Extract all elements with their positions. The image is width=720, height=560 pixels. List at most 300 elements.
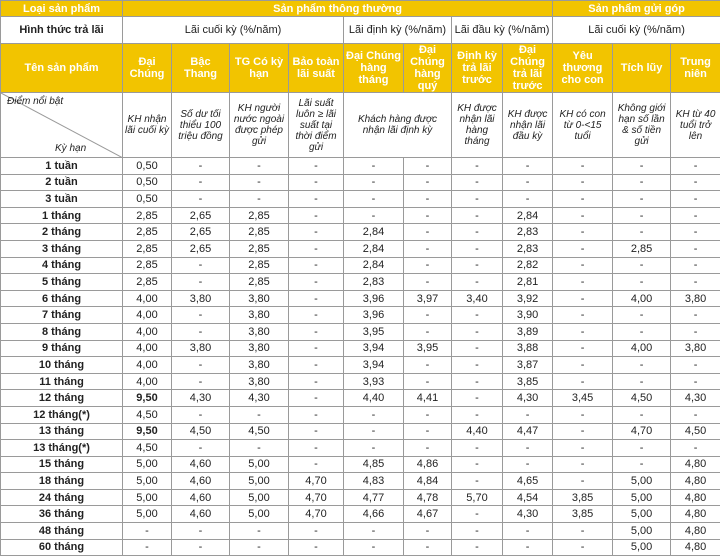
rate-cell: - — [613, 440, 671, 457]
term-cell: 12 tháng(*) — [1, 406, 123, 423]
rate-cell: 4,30 — [172, 390, 230, 407]
rate-cell: 3,92 — [503, 290, 553, 307]
product-name-header: Bậc Thang — [172, 44, 230, 93]
rate-cell: - — [553, 274, 613, 291]
term-cell: 10 tháng — [1, 357, 123, 374]
rate-cell: - — [123, 523, 172, 540]
rate-cell: - — [404, 373, 452, 390]
term-cell: 24 tháng — [1, 489, 123, 506]
rate-cell: - — [344, 523, 404, 540]
rate-cell: - — [289, 357, 344, 374]
rate-cell: - — [452, 357, 503, 374]
rate-cell: - — [452, 373, 503, 390]
rate-cell: 2,85 — [230, 207, 289, 224]
product-name-header: Đại Chúng hàng tháng — [344, 44, 404, 93]
rate-cell: 0,50 — [123, 158, 172, 175]
rate-cell: - — [172, 539, 230, 556]
rate-cell: 3,96 — [344, 290, 404, 307]
rate-cell: 3,80 — [671, 290, 720, 307]
table-row — [1, 240, 720, 257]
rate-cell: - — [230, 440, 289, 457]
product-name-header: Định kỳ trả lãi trước — [452, 44, 503, 93]
rate-cell: - — [344, 207, 404, 224]
rate-cell: 4,50 — [172, 423, 230, 440]
rate-cell: 4,00 — [613, 290, 671, 307]
rate-cell: - — [553, 373, 613, 390]
rate-cell: - — [613, 406, 671, 423]
rate-cell: - — [289, 340, 344, 357]
product-name-header: Đại Chúng — [123, 44, 172, 93]
rate-cell: 4,00 — [613, 340, 671, 357]
rate-cell: - — [452, 207, 503, 224]
rate-cell: - — [172, 440, 230, 457]
rate-cell: 2,85 — [123, 207, 172, 224]
rate-cell: 4,60 — [172, 506, 230, 523]
table-row — [1, 489, 720, 506]
rate-cell: 4,78 — [404, 489, 452, 506]
table-row — [1, 539, 720, 556]
rate-cell: - — [553, 257, 613, 274]
rate-cell: - — [452, 191, 503, 208]
product-name-header: Đại Chúng hàng quý — [404, 44, 452, 93]
rate-cell: 4,80 — [671, 473, 720, 490]
rate-cell: - — [404, 274, 452, 291]
highlight-yeu-thuong: KH có con từ 0-<15 tuổi — [553, 93, 613, 158]
rate-cell: - — [553, 307, 613, 324]
rate-cell: 4,50 — [123, 440, 172, 457]
rate-cell: 3,96 — [344, 307, 404, 324]
header-end-term: Lãi cuối kỳ (%/năm) — [123, 17, 344, 44]
rate-cell: - — [671, 224, 720, 241]
rate-cell: 5,00 — [230, 473, 289, 490]
rate-cell: - — [452, 340, 503, 357]
rate-cell: 2,85 — [230, 257, 289, 274]
rate-cell: - — [452, 440, 503, 457]
term-cell: 2 tháng — [1, 224, 123, 241]
rate-cell: 5,00 — [613, 506, 671, 523]
rate-cell: - — [404, 307, 452, 324]
rate-cell: - — [553, 207, 613, 224]
rate-cell: - — [289, 174, 344, 191]
rate-cell: - — [503, 158, 553, 175]
term-label: Kỳ hạn — [55, 143, 87, 154]
rate-cell: 5,00 — [613, 539, 671, 556]
term-cell: 9 tháng — [1, 340, 123, 357]
table-row — [1, 207, 720, 224]
table-row — [1, 307, 720, 324]
rate-cell: 4,00 — [123, 323, 172, 340]
rate-cell: - — [613, 357, 671, 374]
table-row — [1, 257, 720, 274]
rate-cell: - — [230, 158, 289, 175]
rate-cell: - — [553, 473, 613, 490]
rate-cell: - — [404, 191, 452, 208]
rate-cell: - — [172, 523, 230, 540]
rate-cell: - — [289, 423, 344, 440]
term-cell: 13 tháng(*) — [1, 440, 123, 457]
rate-cell: 5,00 — [123, 473, 172, 490]
rate-cell: - — [613, 207, 671, 224]
rate-cell: 0,50 — [123, 174, 172, 191]
rate-cell: 2,65 — [172, 240, 230, 257]
rate-cell: 3,40 — [452, 290, 503, 307]
rate-cell: - — [503, 406, 553, 423]
rate-cell: - — [404, 323, 452, 340]
rate-cell: 5,00 — [613, 489, 671, 506]
term-cell: 36 tháng — [1, 506, 123, 523]
rate-cell: 9,50 — [123, 423, 172, 440]
header-periodic: Lãi định kỳ (%/năm) — [344, 17, 452, 44]
rate-cell: 2,84 — [344, 257, 404, 274]
rate-cell: - — [404, 257, 452, 274]
rate-cell: - — [404, 423, 452, 440]
rate-cell: 3,80 — [230, 373, 289, 390]
table-row — [1, 406, 720, 423]
rate-cell: 4,86 — [404, 456, 452, 473]
rate-cell: 3,90 — [503, 307, 553, 324]
rate-cell: - — [289, 207, 344, 224]
rate-cell: 4,50 — [230, 423, 289, 440]
rate-cell: - — [230, 523, 289, 540]
rate-cell: - — [553, 523, 613, 540]
rate-cell: 2,83 — [503, 240, 553, 257]
rate-cell: - — [172, 158, 230, 175]
rate-cell: - — [172, 174, 230, 191]
highlight-tich-luy: Không giới hạn số lần & số tiền gửi — [613, 93, 671, 158]
rate-cell: 4,47 — [503, 423, 553, 440]
term-cell: 2 tuần — [1, 174, 123, 191]
rate-cell: 3,95 — [344, 323, 404, 340]
rate-cell: - — [404, 240, 452, 257]
rate-cell: - — [503, 456, 553, 473]
rate-cell: - — [289, 257, 344, 274]
table-row — [1, 158, 720, 175]
rate-cell: - — [613, 307, 671, 324]
term-cell: 1 tuần — [1, 158, 123, 175]
rate-cell: 3,89 — [503, 323, 553, 340]
term-cell: 4 tháng — [1, 257, 123, 274]
rate-cell: 2,83 — [344, 274, 404, 291]
rate-cell: 5,00 — [123, 506, 172, 523]
rate-cell: 3,80 — [230, 357, 289, 374]
rate-cell: - — [172, 191, 230, 208]
term-cell: 8 tháng — [1, 323, 123, 340]
rate-cell: - — [553, 440, 613, 457]
rate-cell: - — [671, 207, 720, 224]
rate-cell: - — [289, 191, 344, 208]
rate-cell: - — [452, 174, 503, 191]
rate-cell: 2,84 — [344, 240, 404, 257]
table-row — [1, 290, 720, 307]
highlight-label: Điểm nổi bật — [7, 96, 64, 107]
rate-cell: 4,80 — [671, 456, 720, 473]
rate-cell: 4,30 — [503, 390, 553, 407]
table-row — [1, 174, 720, 191]
rate-cell: - — [172, 406, 230, 423]
rate-cell: - — [553, 539, 613, 556]
term-cell: 3 tháng — [1, 240, 123, 257]
rate-cell: - — [671, 406, 720, 423]
rate-cell: - — [452, 224, 503, 241]
table-row — [1, 191, 720, 208]
rate-cell: - — [404, 440, 452, 457]
rate-cell: - — [671, 307, 720, 324]
rate-cell: 4,80 — [671, 489, 720, 506]
rate-cell: 4,00 — [123, 307, 172, 324]
rate-cell: 4,50 — [613, 390, 671, 407]
rate-cell: - — [230, 539, 289, 556]
rate-cell: - — [289, 323, 344, 340]
rate-cell: - — [452, 506, 503, 523]
rate-cell: 3,80 — [230, 290, 289, 307]
table-row — [1, 423, 720, 440]
term-cell: 18 tháng — [1, 473, 123, 490]
rate-cell: 4,70 — [289, 489, 344, 506]
highlight-bac-thang: Số dư tối thiểu 100 triệu đồng — [172, 93, 230, 158]
table-row — [1, 274, 720, 291]
table-row — [1, 224, 720, 241]
rate-cell: 4,54 — [503, 489, 553, 506]
header-payment-method: Hình thức trả lãi — [1, 17, 123, 44]
rate-cell: - — [452, 406, 503, 423]
rate-cell: 4,66 — [344, 506, 404, 523]
rate-cell: - — [289, 158, 344, 175]
rate-cell: 5,00 — [230, 456, 289, 473]
rate-cell: - — [404, 539, 452, 556]
rate-cell: 4,00 — [123, 373, 172, 390]
rate-cell: 5,00 — [613, 473, 671, 490]
rate-cell: 3,85 — [503, 373, 553, 390]
rate-cell: 2,85 — [230, 240, 289, 257]
rate-cell: - — [452, 523, 503, 540]
rate-cell: 3,80 — [671, 340, 720, 357]
highlight-periodic: Khách hàng được nhận lãi định kỳ — [344, 93, 452, 158]
term-cell: 1 tháng — [1, 207, 123, 224]
table-row — [1, 340, 720, 357]
product-name-header: Yêu thương cho con — [553, 44, 613, 93]
rate-cell: 4,84 — [404, 473, 452, 490]
term-cell: 60 tháng — [1, 539, 123, 556]
rate-cell: 4,67 — [404, 506, 452, 523]
rate-cell: - — [613, 174, 671, 191]
rate-cell: - — [452, 539, 503, 556]
rate-cell: 4,60 — [172, 489, 230, 506]
term-cell: 12 tháng — [1, 390, 123, 407]
rate-cell: - — [613, 373, 671, 390]
rate-cell: - — [671, 323, 720, 340]
rate-cell: 5,00 — [613, 523, 671, 540]
rate-cell: - — [452, 307, 503, 324]
rate-cell: - — [289, 307, 344, 324]
rate-cell: - — [230, 174, 289, 191]
rate-cell: - — [553, 456, 613, 473]
highlight-term-corner — [1, 93, 123, 158]
rate-cell: 4,60 — [172, 456, 230, 473]
rate-cell: - — [671, 240, 720, 257]
rate-cell: 2,65 — [172, 207, 230, 224]
rate-cell: 4,00 — [123, 357, 172, 374]
rate-cell: 3,45 — [553, 390, 613, 407]
rate-cell: - — [503, 174, 553, 191]
rate-cell: - — [671, 357, 720, 374]
rate-cell: - — [289, 406, 344, 423]
rate-cell: - — [503, 440, 553, 457]
rate-cell: 4,70 — [289, 473, 344, 490]
table-row — [1, 440, 720, 457]
rate-cell: - — [344, 440, 404, 457]
rate-cell: - — [172, 257, 230, 274]
rate-cell: 4,30 — [503, 506, 553, 523]
rate-cell: - — [230, 191, 289, 208]
rate-cell: - — [613, 274, 671, 291]
rate-cell: 5,00 — [230, 506, 289, 523]
rate-cell: - — [452, 473, 503, 490]
term-cell: 13 tháng — [1, 423, 123, 440]
rate-cell: - — [452, 390, 503, 407]
highlight-bao-toan: Lãi suất luôn ≥ lãi suất tại thời điểm gửi — [289, 93, 344, 158]
header-product-type: Loại sản phẩm — [1, 1, 123, 17]
rate-cell: - — [404, 357, 452, 374]
rate-cell: 2,85 — [123, 257, 172, 274]
rate-cell: 5,00 — [123, 456, 172, 473]
rate-cell: 4,83 — [344, 473, 404, 490]
rate-cell: 5,00 — [230, 489, 289, 506]
rate-cell: 3,85 — [553, 506, 613, 523]
rate-cell: 4,40 — [452, 423, 503, 440]
rate-cell: 3,80 — [230, 340, 289, 357]
rate-cell: - — [123, 539, 172, 556]
rate-cell: 2,85 — [123, 274, 172, 291]
table-row — [1, 456, 720, 473]
rate-cell: - — [613, 323, 671, 340]
rate-cell: 3,95 — [404, 340, 452, 357]
rate-cell: 4,77 — [344, 489, 404, 506]
rate-cell: 4,50 — [123, 406, 172, 423]
table-row — [1, 506, 720, 523]
rate-cell: 2,81 — [503, 274, 553, 291]
rate-cell: 2,83 — [503, 224, 553, 241]
rate-cell: - — [671, 274, 720, 291]
rate-cell: 4,50 — [671, 423, 720, 440]
rate-cell: - — [172, 357, 230, 374]
rate-cell: - — [344, 423, 404, 440]
rate-cell: - — [613, 158, 671, 175]
rate-cell: - — [671, 158, 720, 175]
rate-cell: - — [503, 191, 553, 208]
rate-cell: 5,70 — [452, 489, 503, 506]
rate-cell: 4,60 — [172, 473, 230, 490]
rate-cell: - — [452, 456, 503, 473]
rate-cell: 3,80 — [172, 290, 230, 307]
term-cell: 6 tháng — [1, 290, 123, 307]
rate-cell: - — [289, 523, 344, 540]
rate-cell: - — [289, 290, 344, 307]
rate-cell: - — [404, 207, 452, 224]
rate-cell: 4,70 — [613, 423, 671, 440]
rate-cell: - — [503, 523, 553, 540]
term-cell: 7 tháng — [1, 307, 123, 324]
rate-cell: - — [671, 174, 720, 191]
rate-cell: 4,85 — [344, 456, 404, 473]
term-cell: 15 tháng — [1, 456, 123, 473]
rate-cell: 2,82 — [503, 257, 553, 274]
rate-cell: - — [452, 240, 503, 257]
rate-cell: - — [613, 257, 671, 274]
rate-cell: 3,80 — [230, 323, 289, 340]
rate-cell: 2,85 — [613, 240, 671, 257]
rate-cell: - — [404, 523, 452, 540]
product-name-header: TG Có kỳ hạn — [230, 44, 289, 93]
rate-cell: - — [289, 440, 344, 457]
rate-cell: 4,30 — [671, 390, 720, 407]
rate-cell: - — [671, 191, 720, 208]
rate-cell: - — [344, 191, 404, 208]
rate-cell: - — [230, 406, 289, 423]
rate-cell: 2,85 — [230, 224, 289, 241]
rate-cell: - — [404, 174, 452, 191]
rate-cell: 3,80 — [172, 340, 230, 357]
rate-cell: 3,93 — [344, 373, 404, 390]
rate-cell: 0,50 — [123, 191, 172, 208]
rate-cell: 4,80 — [671, 506, 720, 523]
rate-cell: - — [671, 257, 720, 274]
rate-cell: 4,41 — [404, 390, 452, 407]
product-name-header: Đại Chúng trả lãi trước — [503, 44, 553, 93]
rate-cell: 9,50 — [123, 390, 172, 407]
rate-cell: - — [289, 274, 344, 291]
rate-cell: 3,97 — [404, 290, 452, 307]
rate-cell: - — [503, 539, 553, 556]
rate-cell: - — [452, 158, 503, 175]
rate-cell: - — [172, 274, 230, 291]
rate-cell: 4,70 — [289, 506, 344, 523]
highlight-dai-chung: KH nhận lãi cuối kỳ — [123, 93, 172, 158]
rate-cell: 4,40 — [344, 390, 404, 407]
rate-cell: - — [452, 274, 503, 291]
rate-cell: - — [289, 456, 344, 473]
term-cell: 11 tháng — [1, 373, 123, 390]
rate-cell: - — [613, 456, 671, 473]
rate-cell: - — [172, 373, 230, 390]
rate-cell: 5,00 — [123, 489, 172, 506]
product-name-header: Trung niên — [671, 44, 720, 93]
rate-cell: - — [289, 373, 344, 390]
rate-cell: - — [172, 307, 230, 324]
rate-cell: - — [404, 224, 452, 241]
rate-cell: 3,80 — [230, 307, 289, 324]
rate-cell: 3,85 — [553, 489, 613, 506]
table-row — [1, 473, 720, 490]
rate-cell: 3,94 — [344, 357, 404, 374]
rate-cell: - — [553, 340, 613, 357]
rate-cell: - — [553, 406, 613, 423]
rate-cell: - — [553, 323, 613, 340]
rate-cell: - — [553, 423, 613, 440]
rate-cell: - — [553, 224, 613, 241]
rate-cell: - — [404, 406, 452, 423]
rate-cell: - — [553, 290, 613, 307]
term-cell: 48 tháng — [1, 523, 123, 540]
rate-cell: - — [452, 323, 503, 340]
rate-cell: - — [289, 240, 344, 257]
rate-cell: 2,85 — [123, 240, 172, 257]
rate-cell: - — [289, 390, 344, 407]
rate-cell: - — [404, 158, 452, 175]
rate-cell: 4,80 — [671, 523, 720, 540]
rate-cell: 3,94 — [344, 340, 404, 357]
product-name-header: Tích lũy — [613, 44, 671, 93]
header-installment-products: Sản phẩm gửi góp — [553, 1, 720, 17]
